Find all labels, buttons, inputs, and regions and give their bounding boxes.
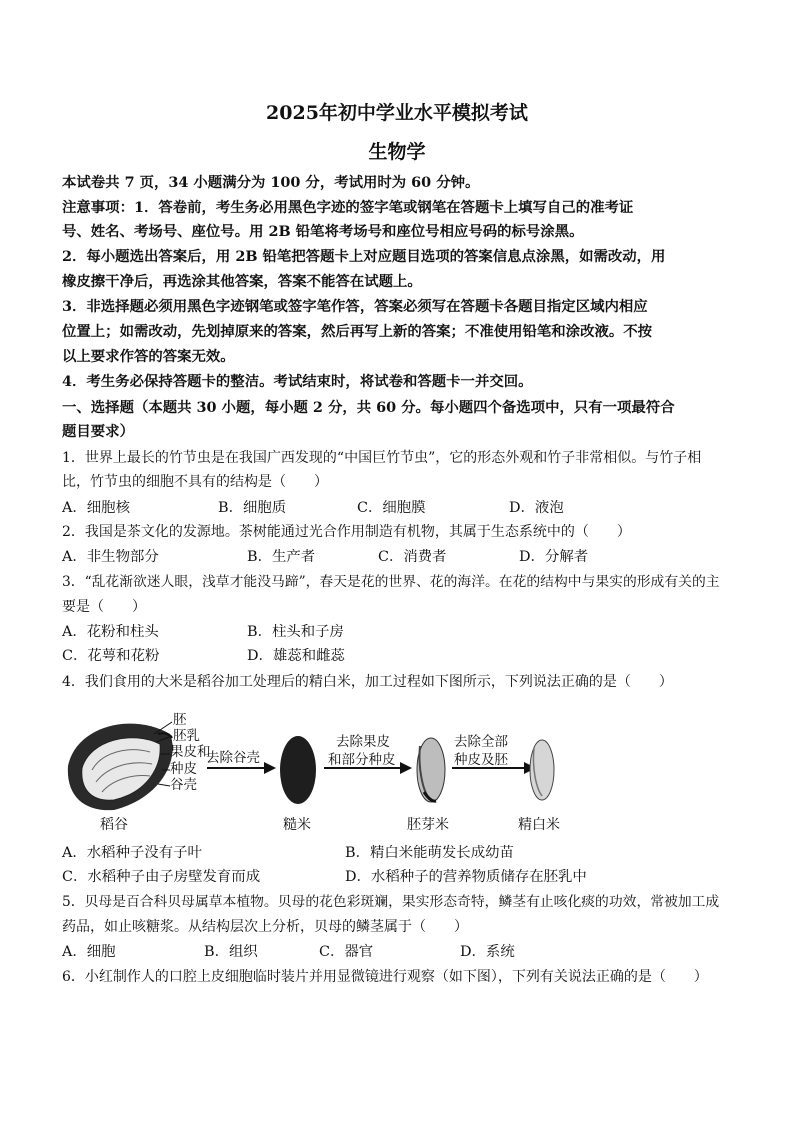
brown-rice-illustration: [280, 736, 316, 804]
question-2-option-a: A．非生物部分: [62, 549, 159, 565]
germ-rice-illustration: [417, 738, 445, 802]
step-remove-pericarp: 去除果皮: [336, 734, 390, 750]
label-pericarp: 果皮和: [170, 744, 211, 760]
instructions-line: 位置上；如需改动，先划掉原来的答案，然后再写上新的答案；不准使用铅笔和涂改液。不按: [62, 323, 653, 340]
question-4-stem: 4．我们食用的大米是稻谷加工处理后的精白米，加工过程如下图所示，下列说法正确的是（ ）: [62, 674, 673, 690]
question-1-option-c: C．细胞膜: [357, 500, 426, 516]
caption-paddy: 稻谷: [100, 817, 128, 833]
question-1-stem: 1．世界上最长的竹节虫是在我国广西发现的“中国巨竹节虫”，它的形态外观和竹子非常相似。与竹子相: [62, 450, 702, 466]
question-5-option-b: B．组织: [204, 944, 258, 960]
question-2-option-d: D．分解者: [519, 549, 589, 565]
question-3-stem: 3．“乱花渐欲迷人眼，浅草才能没马蹄”，春天是花的世界、花的海洋。在花的结构中与果实的形成有关的主: [62, 574, 720, 590]
instructions-line: 4．考生务必保持答题卡的整洁。考试结束时，将试卷和答题卡一并交回。: [62, 373, 533, 390]
question-1-option-b: B．细胞质: [218, 500, 287, 516]
step-remove-embryo: 去除全部: [454, 734, 508, 750]
white-rice-illustration: [530, 740, 554, 800]
instructions-line: 3．非选择题必须用黑色字迹钢笔或签字笔作答，答案必须写在答题卡各题目指定区域内相应: [62, 298, 648, 315]
question-4-option-d: D．水稻种子的营养物质储存在胚乳中: [345, 869, 587, 885]
question-4-option-b: B．精白米能萌发长成幼苗: [345, 845, 514, 861]
question-6-stem: 6．小红制作人的口腔上皮细胞临时装片并用显微镜进行观察（如下图），下列有关说法正确的是（ ）: [62, 969, 708, 985]
section-heading: 题目要求）: [62, 423, 134, 440]
question-5-stem: 5．贝母是百合科贝母属草本植物。贝母的花色彩斑斓，果实形态奇特，鳞茎有止咳化痰的功效，常被加工成: [62, 894, 720, 910]
paddy-grain-illustration: [68, 724, 173, 811]
question-5-option-a: A．细胞: [62, 944, 116, 960]
label-embryo: 胚: [173, 712, 187, 728]
question-3-stem: 要是（ ）: [62, 599, 146, 615]
caption-germ-rice: 胚芽米: [407, 817, 449, 833]
rice-processing-figure: [62, 706, 582, 836]
label-endosperm: 胚乳: [173, 728, 200, 744]
question-1-option-d: D．液泡: [509, 500, 564, 516]
question-5-option-d: D．系统: [460, 944, 515, 960]
question-3-option-a: A．花粉和柱头: [62, 624, 159, 640]
rice-processing-diagram: [62, 706, 582, 836]
instructions-line: 以上要求作答的答案无效。: [62, 348, 235, 365]
question-2-option-c: C．消费者: [378, 549, 447, 565]
instructions-line: 橡皮擦干净后，再选涂其他答案，答案不能答在试题上。: [62, 273, 422, 290]
question-1-stem: 比，竹节虫的细胞不具有的结构是（ ）: [62, 474, 328, 490]
step-remove-pericarp: 和部分种皮: [328, 752, 396, 768]
label-husk: 谷壳: [170, 777, 197, 793]
instructions-line: 2．每小题选出答案后，用 2B 铅笔把答题卡上对应题目选项的答案信息点涂黑，如需改动，用: [62, 248, 666, 265]
question-1-option-a: A．细胞核: [62, 500, 130, 516]
question-3-option-b: B．柱头和子房: [247, 624, 344, 640]
step-remove-husk: 去除谷壳: [206, 750, 260, 766]
question-4-option-a: A．水稻种子没有子叶: [62, 845, 202, 861]
instructions-line: 号、姓名、考场号、座位号。用 2B 铅笔将考场号和座位号相应号码的标号涂黑。: [62, 223, 584, 240]
caption-white-rice: 精白米: [518, 817, 560, 833]
question-5-option-c: C．器官: [319, 944, 374, 960]
question-3-option-d: D．雄蕊和雌蕊: [247, 648, 345, 664]
label-seed-coat: 种皮: [170, 761, 197, 777]
instructions-line: 本试卷共 7 页，34 小题满分为 100 分，考试用时为 60 分钟。: [62, 174, 480, 191]
question-4-option-c: C．水稻种子由子房壁发育而成: [62, 869, 261, 885]
subject-title: 生物学: [368, 141, 426, 163]
question-2-stem: 2．我国是茶文化的发源地。茶树能通过光合作用制造有机物，其属于生态系统中的（ ）: [62, 524, 631, 540]
question-5-stem: 药品，如止咳糖浆。从结构层次上分析，贝母的鳞茎属于（ ）: [62, 919, 468, 935]
step-remove-embryo: 种皮及胚: [454, 752, 508, 768]
exam-title: 2025年初中学业水平模拟考试: [266, 102, 528, 124]
question-2-option-b: B．生产者: [247, 549, 316, 565]
section-heading: 一、选择题（本题共 30 小题，每小题 2 分，共 60 分。每小题四个备选项中，只有一项最符合: [62, 399, 675, 416]
instructions-line: 注意事项：1．答卷前，考生务必用黑色字迹的签字笔或钢笔在答题卡上填写自己的准考证: [62, 199, 634, 216]
caption-brown-rice: 糙米: [283, 817, 311, 833]
question-3-option-c: C．花萼和花粉: [62, 648, 160, 664]
